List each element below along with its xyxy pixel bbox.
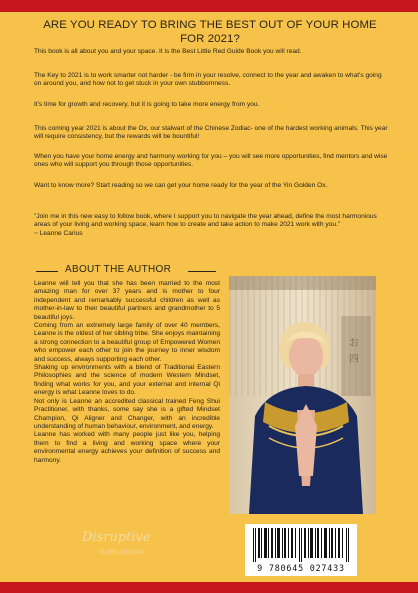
bio-paragraph-3: Shaking up environments with a blend of Traditional Eastern Philosophies and the science of modern Western Mindset, finding what works for you, and your external and internal Qi energy is what Leanne loves to do.: [34, 364, 220, 397]
heading-rule-left: [36, 271, 58, 272]
author-photo: [229, 276, 376, 514]
heading-rule-right: [188, 271, 216, 272]
headline: ARE YOU READY TO BRING THE BEST OUT OF YOUR HOME FOR 2021?: [43, 19, 377, 45]
intro-paragraph-2: The Key to 2021 is to work smarter not harder - be firm in your resolve, connect to the year and awaken to what's going on around you, and how not to get stuck in your own stubbornness.: [34, 72, 382, 88]
intro-paragraph-4: This coming year 2021 is about the Ox, our stalwart of the Chinese Zodiac- one of the hardest working animals. This year will require consistency, but the rewards will be bountiful!: [34, 125, 388, 141]
intro-paragraph-6: Want to know more? Start reading so we can get your home ready for the year of the Yin Golden Ox.: [34, 182, 328, 189]
top-red-band: [0, 0, 418, 12]
about-author-title: ABOUT THE AUTHOR: [65, 264, 172, 275]
isbn-number: 9 780645 027433: [257, 563, 345, 573]
barcode-bars: [251, 528, 351, 562]
isbn-barcode: [245, 524, 357, 576]
quote-text: "Join me in this new easy to follow book, where I support you to navigate the year ahead, define the most harmonious areas of your living and working space, learn how to create and take action to make 2021 work with you.": [34, 213, 377, 229]
bio-paragraph-1: Leanne will tell you that she has been married to the most amazing man for over 37 years and is mother to four independent and remarkably successful children as well as mother-in-law to their beautiful partners and grandmother to 5 beautiful joys.: [34, 280, 220, 321]
about-author-heading: [36, 264, 216, 278]
intro-paragraph-3: It's time for growth and recovery, but it is going to take more energy from you.: [34, 101, 260, 108]
author-quote: [34, 213, 390, 238]
bottom-red-band: [0, 582, 418, 593]
intro-paragraph-1: This book is all about you and your space. It is the Best Little Red Guide Book you will read.: [34, 48, 302, 55]
author-bio: [34, 280, 220, 465]
svg-text:お: お: [349, 338, 359, 349]
publisher-logo: [60, 528, 160, 568]
bio-paragraph-2: Coming from an extremely large family of over 40 members, Leanne is the oldest of her sibling tribe. She enjoys maintaining a strong connection to a beautiful group of Empowered Women who empower each other to join the journey to inner wisdom and success, always supporting each other.: [34, 322, 220, 363]
publisher-name-caps: PUBLISHING: [100, 549, 145, 556]
publisher-name-script: Disruptive: [82, 530, 151, 545]
bio-paragraph-5: Leanne has worked with many people just like you, helping them to find a living and working space where your environmental energy achieves your definition of success and harmony.: [34, 431, 220, 464]
intro-paragraph-5: When you have your home energy and harmony working for you – you will see more opportunities, find mentors and wise ones who will support you through those opportunities.: [34, 153, 388, 169]
svg-text:四: 四: [349, 354, 359, 365]
bio-paragraph-4: Not only is Leanne an accredited classical trained Feng Shui Practitioner, with thanks, some say she is a gifted Mindset Champion, Qi Aligner and Changer, with an incredible understanding of human behaviour, environment, and energy.: [34, 397, 220, 430]
quote-attribution: ~ Leanne Carius: [34, 229, 83, 237]
